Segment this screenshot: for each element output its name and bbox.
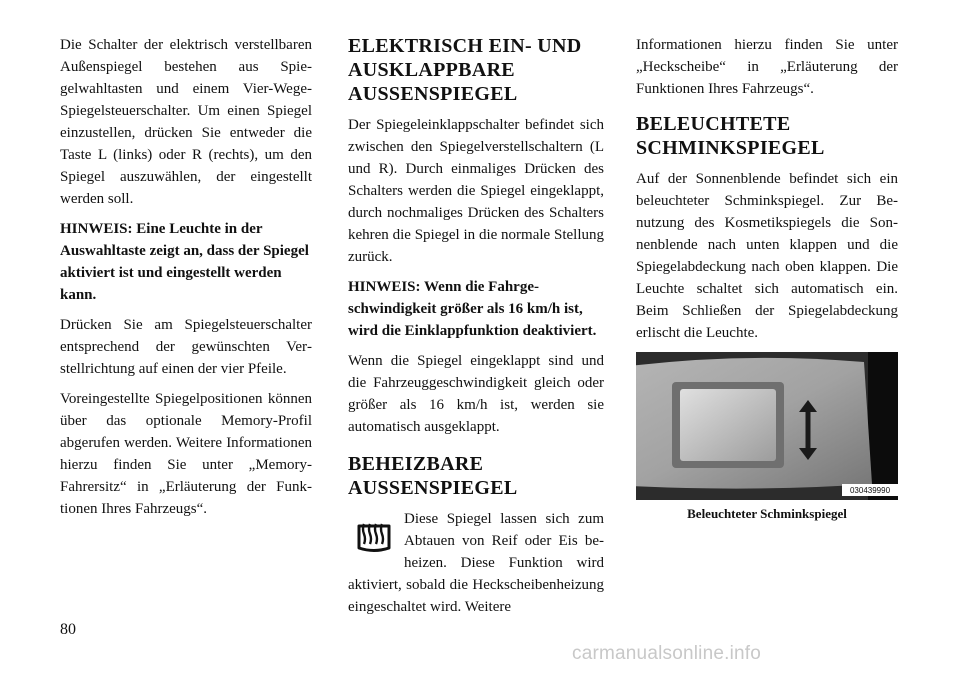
page-number: 80: [60, 621, 76, 638]
arrow-paragraph: Drücken Sie am Spiegelsteuerschalter entsprechend der gewünschten Verstellrichtung auf einen der vier Pfeile.: [60, 317, 312, 377]
speed-note: HINWEIS: Wenn die Fahrgeschwindigkeit größer als 16 km/h ist, wird die Einklappfunktion deaktiviert.: [348, 279, 597, 339]
right-column: [636, 34, 898, 522]
memory-paragraph: Voreingestellte Spiegelpositionen können über das optionale Memory-Profil abgerufen werden. Weitere Informationen hierzu finden Sie unter „Memory-Fahrersitz“ in „Erläuterung der Funktionen Ihres Fahrzeugs“.: [60, 391, 312, 517]
vanity-mirror-photo: [636, 352, 898, 500]
selection-light-note: HINWEIS: Eine Leuchte in der Auswahltaste zeigt an, dass der Spiegel aktiviert ist und eingestellt werden kann.: [60, 221, 309, 303]
heated-mirrors-paragraph: Diese Spiegel lassen sich zum Abtauen von Reif oder Eis beheizen. Diese Funktion wird aktiviert, sobald die Heckscheibenheizung eingeschaltet wird. Weitere: [348, 511, 604, 615]
site-watermark[interactable]: carmanualsonline.info: [572, 643, 762, 664]
rear-window-reference: Informationen hierzu finden Sie unter „Heckscheibe“ in „Erläuterung der Funktionen Ihres Fahrzeugs“.: [636, 37, 898, 97]
folding-mirrors-heading: ELEKTRISCH EIN- UND AUSKLAPPBARE AUSSENSPIEGEL: [348, 35, 582, 105]
rear-defroster-icon: [354, 518, 394, 558]
middle-column: [348, 34, 604, 626]
heated-mirrors-heading: BEHEIZBARE AUSSENSPIEGEL: [348, 453, 518, 499]
auto-unfold-paragraph: Wenn die Spiegel eingeklappt sind und die Fahrzeuggeschwindigkeit gleich oder größer als 16 km/h ist, werden sie automatisch ausgeklappt.: [348, 353, 604, 435]
left-column: [60, 34, 312, 528]
vanity-mirror-paragraph: Auf der Sonnenblende befindet sich ein beleuchteter Schminkspiegel. Zur Benutzung des Kosmetikspiegels die Sonnenblende nach unten klappen und die Spiegelabdeckung nach oben klappen. Die Leuchte schaltet sich automatisch ein. Beim Schließen der Spiegelabdeckung erlischt die Leuchte.: [636, 171, 898, 341]
figure-code: 030439990: [849, 486, 891, 495]
figure-caption: Beleuchteter Schminkspiegel: [687, 506, 847, 521]
vanity-mirror-heading: BELEUCHTETE SCHMINKSPIEGEL: [636, 113, 825, 159]
mirror-switch-paragraph: Die Schalter der elektrisch verstellbaren Außenspiegel bestehen aus Spiegelwahltasten und einem Vier-Wege-Spiegelsteuerschalter. Um einen Spiegel einzustellen, drücken Sie entweder die Taste L (links) oder R (rechts), um den Spiegel auszuwählen, der eingestellt werden soll.: [60, 37, 312, 207]
folding-switch-paragraph: Der Spiegeleinklappschalter befindet sich zwischen den Spiegelverstellschaltern (L und R). Durch einmaliges Drücken des Schalters werden die Spiegel eingeklappt, durch nochmaliges Drücken des Schalters kehren die Spiegel in die normale Stellung zurück.: [348, 117, 604, 265]
